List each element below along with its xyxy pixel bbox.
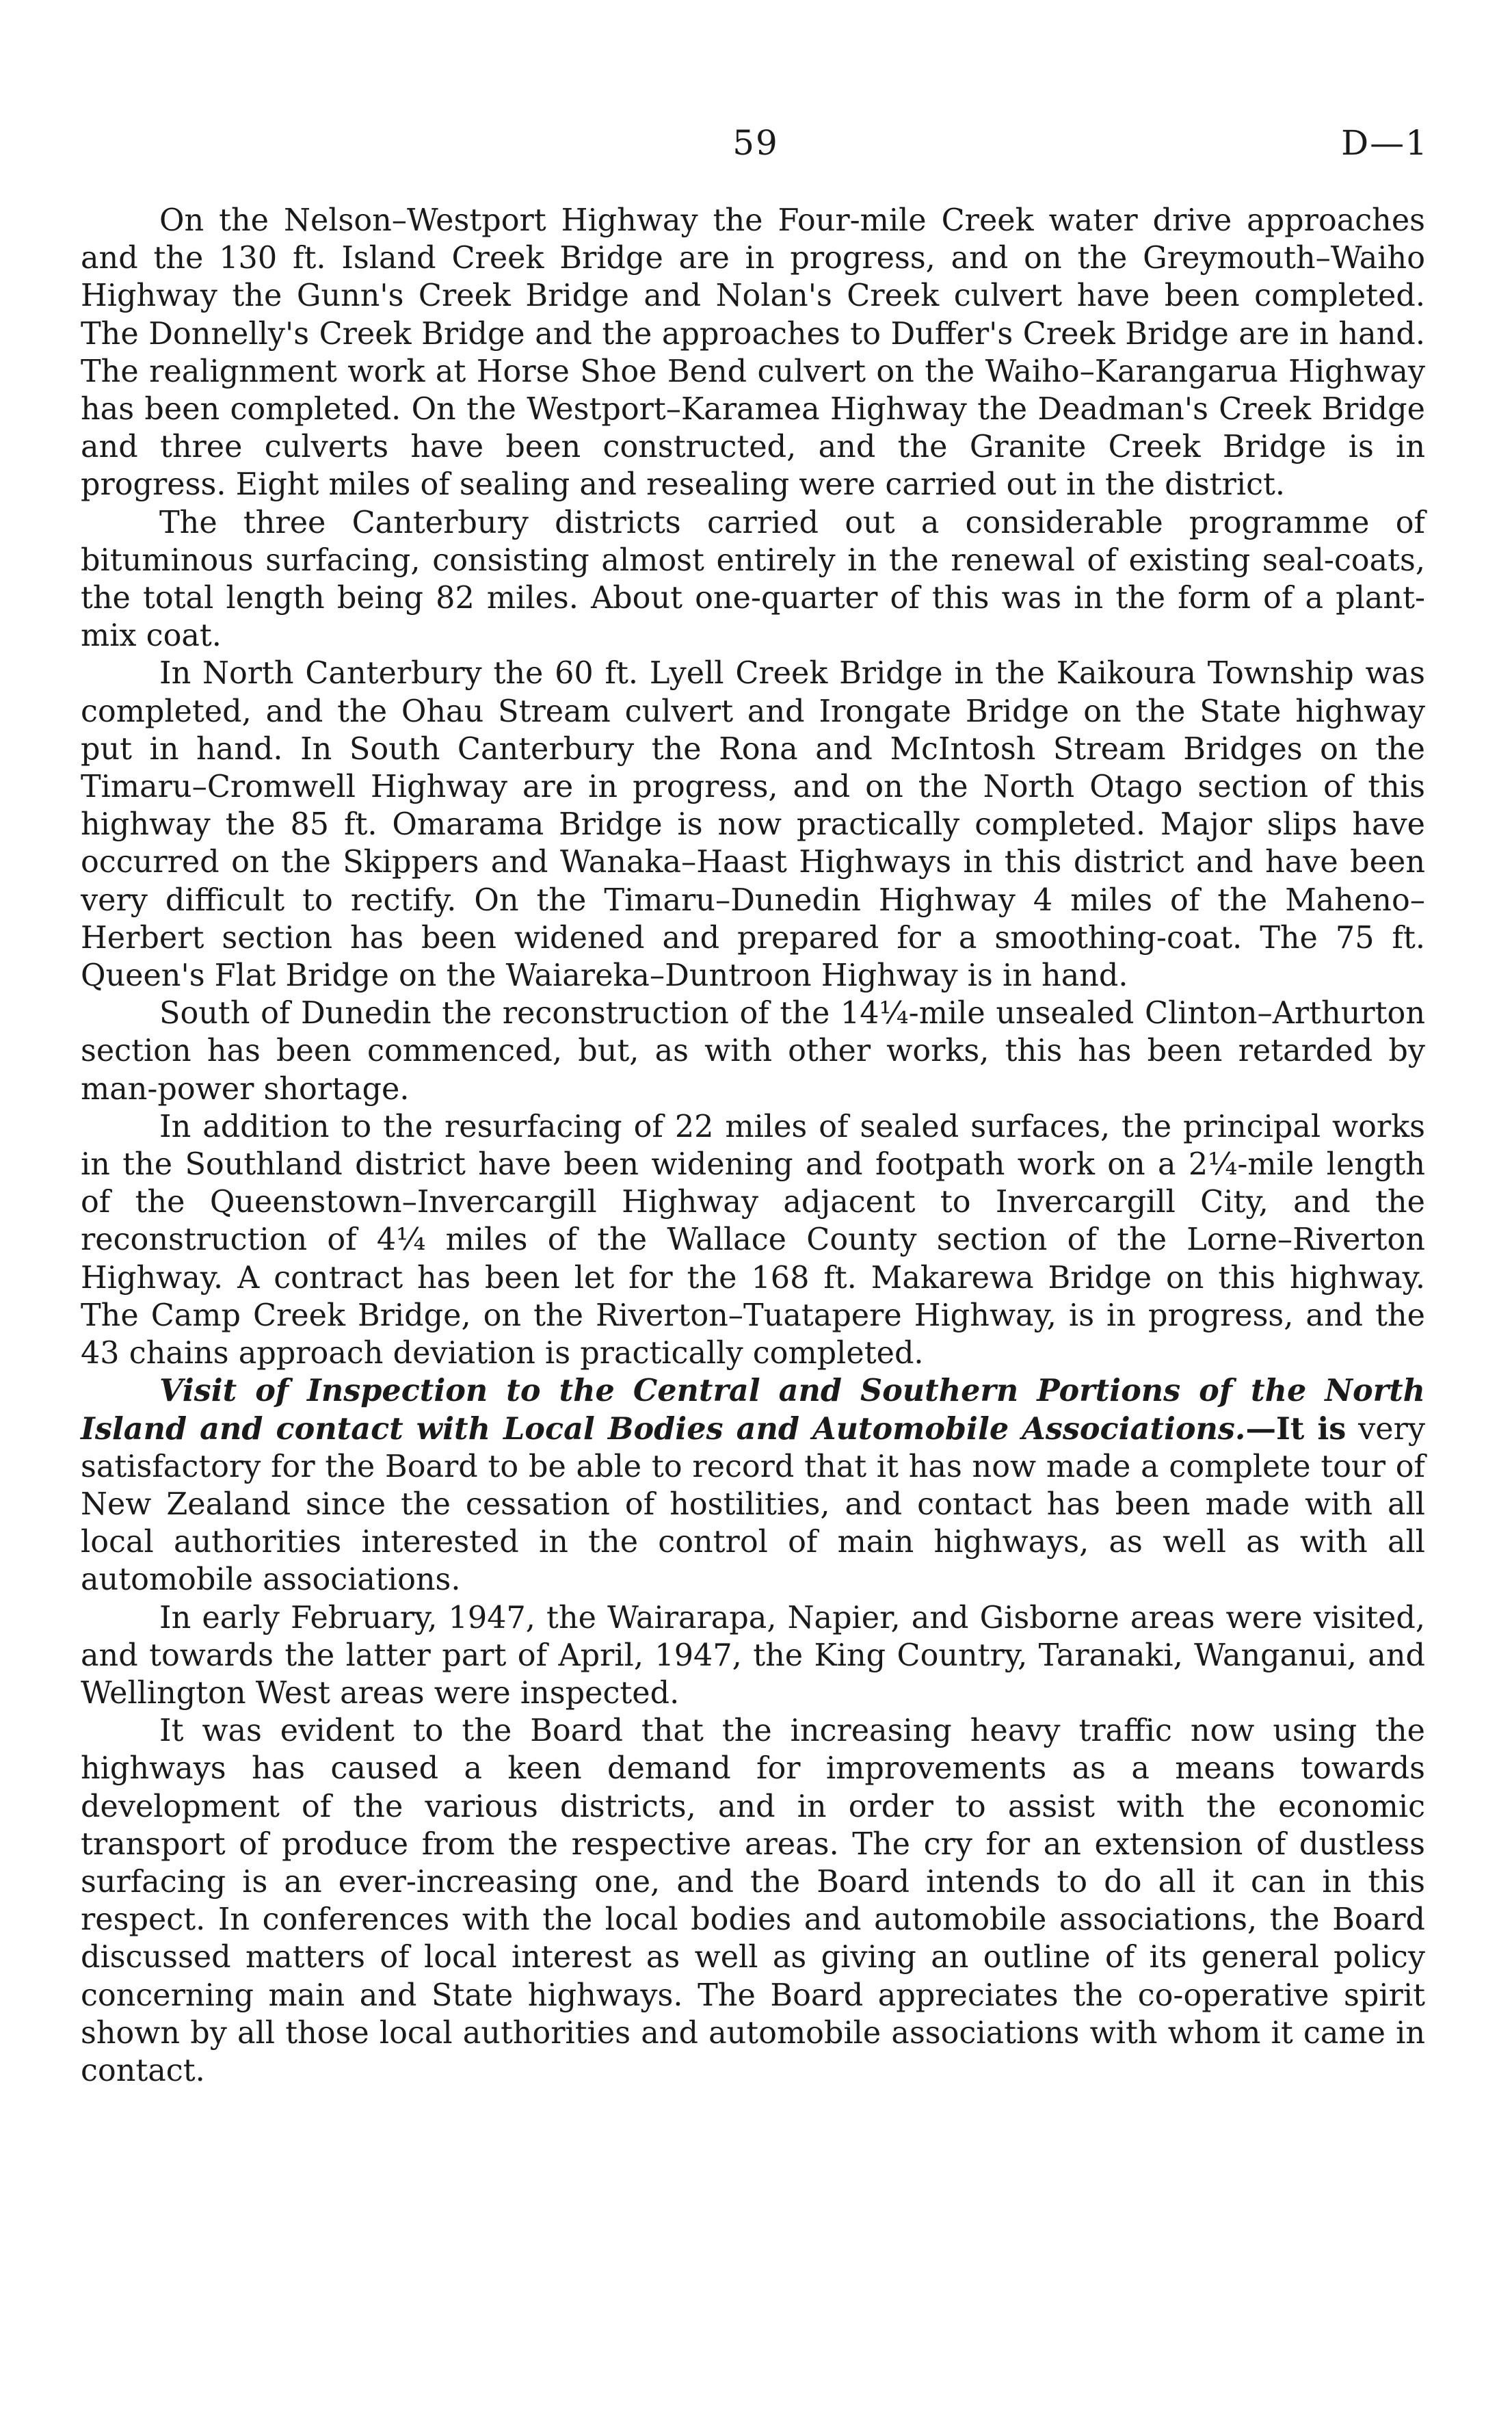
section-heading: Visit of Inspection to the Central and Southern Portions of the North Island and contact with Local Bodies and Automobile Associations. bbox=[81, 1373, 1425, 1447]
paragraph-south-of-dunedin: South of Dunedin the reconstruction of the 14¼-mile unsealed Clinton–Arthurton section has been commenced, but, as with other works, this has been retarded by man-power shortage. bbox=[81, 996, 1425, 1107]
paragraph-nelson-westport: On the Nelson–Westport Highway the Four-mile Creek water drive approaches and the 130 ft. Island Creek Bridge are in progress, and on the Greymouth–Waiho Highway the Gunn's Creek Bridge and Nolan's Creek culvert have been completed. The Donnelly's Creek Bridge and the approaches to Duffer's Creek Bridge are in hand. The realignment work at Horse Shoe Bend culvert on the Waiho–Karangarua Highway has been completed. On the Westport–Karamea Highway the Deadman's Creek Bridge and three culverts have been constructed, and the Granite Creek Bridge is in progress. Eight miles of sealing and resealing were carried out in the district. bbox=[81, 203, 1425, 503]
paragraph-early-february: In early February, 1947, the Wairarapa, Napier, and Gisborne areas were visited, and towards the latter part of April, 1947, the King Country, Taranaki, Wanganui, and Wellington West areas were inspected. bbox=[81, 1600, 1425, 1711]
paragraph-board-evident: It was evident to the Board that the increasing heavy traffic now using the highways has caused a keen demand for improvements as a means towards development of the various districts, and in order to assist with the economic transport of produce from the respective areas. The cry for an extension of dustless surfacing is an ever-increasing one, and the Board intends to do all it can in this respect. In conferences with the local bodies and automobile associations, the Board discussed matters of local interest as well as giving an outline of its general policy concerning main and State highways. The Board appreciates the co-operative spirit shown by all those local authorities and automobile associations with whom it came in contact. bbox=[81, 1713, 1425, 2088]
page-number: 59 bbox=[732, 123, 779, 163]
section-lead-text: —It is very satisfactory for the Board to be able to record that it has now made a complete tour of New Zealand since the cessation of hostilities, and contact has been made with all local authorities interested in the control of main highways, as well as with all automobile associations. bbox=[81, 1410, 1425, 1598]
section-lead-emphasis: —It is bbox=[1245, 1410, 1347, 1447]
paragraph-inspection-visit bbox=[81, 1372, 1425, 1599]
paragraph-southland: In addition to the resurfacing of 22 miles of sealed surfaces, the principal works in the Southland district have been widening and footpath work on a 2¼-mile length of the Queenstown–Invercargill Highway adjacent to Invercargill City, and the reconstruction of 4¼ miles of the Wallace County section of the Lorne–Riverton Highway. A contract has been let for the 168 ft. Makarewa Bridge on this highway. The Camp Creek Bridge, on the Riverton–Tuatapere Highway, is in progress, and the 43 chains approach deviation is practically completed. bbox=[81, 1109, 1425, 1371]
document-reference: D—1 bbox=[1341, 123, 1429, 163]
page-header bbox=[0, 123, 1512, 178]
paragraph-north-canterbury: In North Canterbury the 60 ft. Lyell Creek Bridge in the Kaikoura Township was completed, and the Ohau Stream culvert and Irongate Bridge on the State highway put in hand. In South Canterbury the Rona and McIntosh Stream Bridges on the Timaru–Cromwell Highway are in progress, and on the North Otago section of this highway the 85 ft. Omarama Bridge is now practically completed. Major slips have occurred on the Skippers and Wanaka–Haast Highways in this district and have been very difficult to rectify. On the Timaru–Dunedin Highway 4 miles of the Maheno–Herbert section has been widened and prepared for a smoothing-coat. The 75 ft. Queen's Flat Bridge on the Waiareka–Duntroon Highway is in hand. bbox=[81, 656, 1425, 994]
body-text bbox=[81, 202, 1425, 2090]
paragraph-canterbury-districts: The three Canterbury districts carried out a considerable programme of bituminous surfacing, consisting almost entirely in the renewal of existing seal-coats, the total length being 82 miles. About one-quarter of this was in the form of a plant-mix coat. bbox=[81, 505, 1425, 654]
